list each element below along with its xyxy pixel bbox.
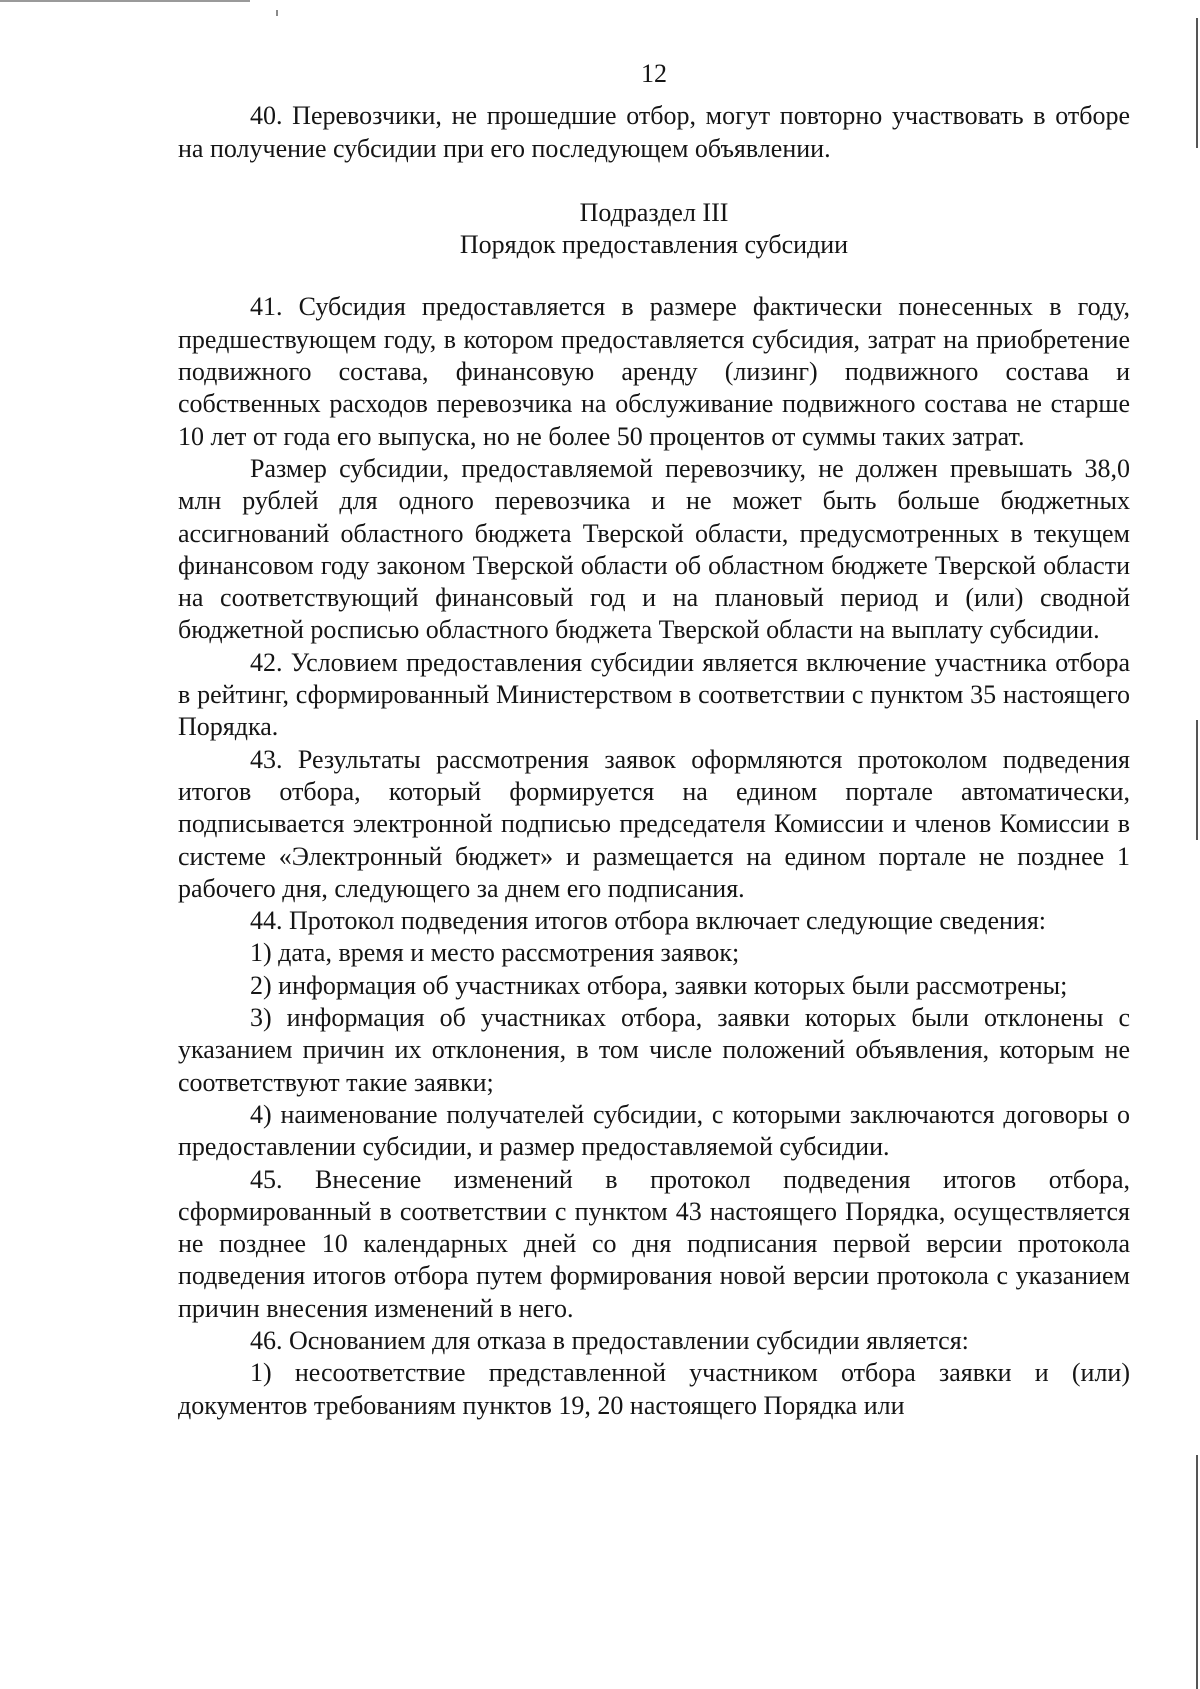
document-body — [178, 58, 1130, 1422]
list-item-46-1: 1) несоответствие представленной участником отбора заявки и (или) документов требованиям пунктов 19, 20 настоящего Порядка или — [178, 1358, 1130, 1420]
scan-mark — [276, 10, 278, 16]
scan-edge-line — [1196, 18, 1198, 148]
paragraph-46: 46. Основанием для отказа в предоставлении субсидии является: — [250, 1325, 969, 1355]
list-item-44-2: 2) информация об участниках отбора, заявки которых были рассмотрены; — [250, 970, 1068, 1000]
page-number: 12 — [641, 59, 667, 88]
paragraph-45: 45. Внесение изменений в протокол подведения итогов отбора, сформированный в соответствии с пунктом 43 настоящего Порядка, осуществляется не позднее 10 календарных дней со дня подписания первой версии протокола подведения итогов отбора путем формирования новой версии протокола с указанием причин внесения изменений в него. — [178, 1164, 1130, 1323]
section-heading — [178, 197, 1130, 262]
paragraph-43: 43. Результаты рассмотрения заявок оформляются протоколом подведения итогов отбора, который формируется на едином портале автоматически, подписывается электронной подписью председателя Комиссии и членов Комиссии в системе «Электронный бюджет» и размещается на едином портале не позднее 1 рабочего дня, следующего за днем его подписания. — [178, 744, 1130, 903]
section-title: Порядок предоставления субсидии — [459, 230, 849, 260]
paragraph-41: 41. Субсидия предоставляется в размере фактически понесенных в году, предшествующем году, в котором предоставляется субсидия, затрат на приобретение подвижного состава, финансовую аренду (лизинг) подвижного состава и собственных расходов перевозчика на обслуживание подвижного состава не старше 10 лет от года его выпуска, но не более 50 процентов от суммы таких затрат. — [178, 292, 1130, 451]
list-item-44-1: 1) дата, время и место рассмотрения заявок; — [250, 938, 740, 968]
scan-edge-line — [1196, 720, 1198, 840]
paragraph-42: 42. Условием предоставления субсидии является включение участника отбора в рейтинг, сформированный Министерством в соответствии с пунктом 35 настоящего Порядка. — [178, 647, 1130, 742]
scan-edge-line — [1196, 1455, 1198, 1689]
list-item-44-4: 4) наименование получателей субсидии, с которыми заключаются договоры о предоставлении субсидии, и размер предоставляемой субсидии. — [178, 1099, 1130, 1162]
scan-edge-line — [0, 0, 250, 2]
paragraph-44: 44. Протокол подведения итогов отбора включает следующие сведения: — [250, 906, 1046, 936]
list-item-44-3: 3) информация об участниках отбора, заявки которых были отклонены с указанием причин их отклонения, в том числе положений объявления, которым не соответствуют такие заявки; — [178, 1003, 1130, 1097]
section-subtitle: Подраздел III — [579, 197, 729, 227]
paragraph-40: 40. Перевозчики, не прошедшие отбор, могут повторно участвовать в отборе на получение субсидии при его последующем объявлении. — [178, 101, 1130, 163]
paragraph-41-subsidy-size: Размер субсидии, предоставляемой перевозчику, не должен превышать 38,0 млн рублей для одного перевозчика и не может быть больше бюджетных ассигнований областного бюджета Тверской области, предусмотренных в текущем финансовом году законом Тверской области об областном бюджете Тверской области на соответствующий финансовый год и на плановый период и (или) сводной бюджетной росписью областного бюджета Тверской области на выплату субсидии. — [178, 453, 1130, 645]
